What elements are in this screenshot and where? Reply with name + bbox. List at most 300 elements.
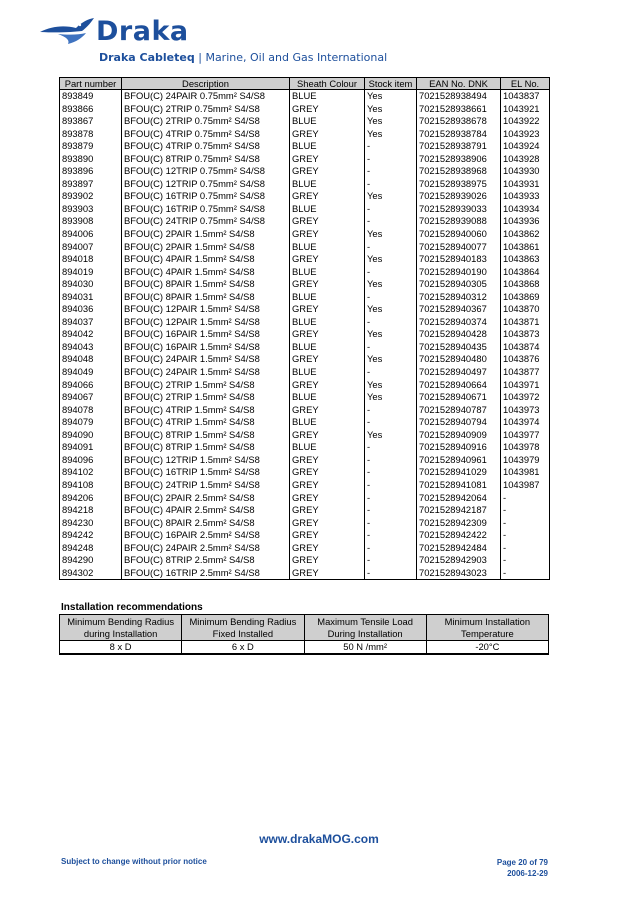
stock-item-cell: - [365,203,417,216]
description-cell: BFOU(C) 12PAIR 1.5mm² S4/S8 [122,303,290,316]
sheath-colour-cell: GREY [290,517,365,530]
ean-cell: 7021528940664 [417,379,501,392]
el-no-cell: 1043973 [501,404,550,417]
stock-item-cell: - [365,542,417,555]
inst-value-tensile-load: 50 N /mm² [304,641,426,655]
part-number-cell: 894090 [60,429,122,442]
ean-cell: 7021528938968 [417,165,501,178]
sheath-colour-cell: GREY [290,529,365,542]
description-cell: BFOU(C) 8TRIP 2.5mm² S4/S8 [122,554,290,567]
col-description: Description [122,78,290,90]
sheath-colour-cell: BLUE [290,291,365,304]
part-number-cell: 893890 [60,153,122,166]
el-no-cell: 1043981 [501,466,550,479]
stock-item-cell: - [365,178,417,191]
ean-cell: 7021528940794 [417,416,501,429]
stock-item-cell: Yes [365,429,417,442]
stock-item-cell: - [365,554,417,567]
part-number-cell: 894248 [60,542,122,555]
change-notice: Subject to change without prior notice [61,857,207,866]
part-number-cell: 893879 [60,140,122,153]
sheath-colour-cell: BLUE [290,266,365,279]
stock-item-cell: Yes [365,103,417,116]
part-number-cell: 893866 [60,103,122,116]
part-number-cell: 893897 [60,178,122,191]
part-number-cell: 894096 [60,454,122,467]
installation-header-row [60,615,549,641]
description-cell: BFOU(C) 16PAIR 1.5mm² S4/S8 [122,341,290,354]
page-info [497,857,548,879]
el-no-cell: - [501,554,550,567]
stock-item-cell: - [365,404,417,417]
stock-item-cell: - [365,165,417,178]
sheath-colour-cell: BLUE [290,178,365,191]
header-line: Minimum Bending Radius [67,616,175,627]
ean-cell: 7021528940428 [417,328,501,341]
stock-item-cell: - [365,441,417,454]
ean-cell: 7021528938906 [417,153,501,166]
table-row [60,228,550,241]
sheath-colour-cell: GREY [290,278,365,291]
description-cell: BFOU(C) 24PAIR 1.5mm² S4/S8 [122,353,290,366]
el-no-cell: 1043928 [501,153,550,166]
el-no-cell: 1043979 [501,454,550,467]
part-number-cell: 894031 [60,291,122,304]
draka-logo [38,14,238,48]
stock-item-cell: - [365,479,417,492]
header-line: during Installation [83,627,158,639]
sheath-colour-cell: GREY [290,379,365,392]
col-ean-no: EAN No. DNK [417,78,501,90]
ean-cell: 7021528940312 [417,291,501,304]
stock-item-cell: - [365,140,417,153]
part-number-cell: 894007 [60,241,122,254]
header-line: Maximum Tensile Load [317,616,413,627]
table-row [60,504,550,517]
subtitle-division: | Marine, Oil and Gas International [194,51,388,64]
table-row [60,266,550,279]
table-row [60,353,550,366]
ean-cell: 7021528940305 [417,278,501,291]
part-number-cell: 893908 [60,215,122,228]
stock-item-cell: - [365,153,417,166]
table-row [60,517,550,530]
ean-cell: 7021528938975 [417,178,501,191]
document-date: 2006-12-29 [507,869,548,878]
sheath-colour-cell: GREY [290,328,365,341]
description-cell: BFOU(C) 16PAIR 1.5mm² S4/S8 [122,328,290,341]
part-number-cell: 894302 [60,567,122,580]
el-no-cell: 1043837 [501,90,550,103]
sheath-colour-cell: GREY [290,128,365,141]
description-cell: BFOU(C) 24TRIP 0.75mm² S4/S8 [122,215,290,228]
el-no-cell: - [501,517,550,530]
stock-item-cell: - [365,215,417,228]
ean-cell: 7021528939033 [417,203,501,216]
ean-cell: 7021528940909 [417,429,501,442]
part-number-cell: 894218 [60,504,122,517]
description-cell: BFOU(C) 4PAIR 2.5mm² S4/S8 [122,504,290,517]
description-cell: BFOU(C) 8PAIR 1.5mm² S4/S8 [122,291,290,304]
sheath-colour-cell: BLUE [290,241,365,254]
description-cell: BFOU(C) 4PAIR 1.5mm² S4/S8 [122,266,290,279]
table-row [60,278,550,291]
ean-cell: 7021528940916 [417,441,501,454]
description-cell: BFOU(C) 16TRIP 2.5mm² S4/S8 [122,567,290,580]
sheath-colour-cell: GREY [290,466,365,479]
stock-item-cell: - [365,291,417,304]
installation-table [59,614,549,655]
stock-item-cell: - [365,504,417,517]
header-line: Temperature [461,627,514,639]
sheath-colour-cell: BLUE [290,90,365,103]
table-row [60,567,550,580]
part-number-cell: 894242 [60,529,122,542]
el-no-cell: 1043924 [501,140,550,153]
sheath-colour-cell: GREY [290,404,365,417]
ean-cell: 7021528942187 [417,504,501,517]
ean-cell: 7021528938678 [417,115,501,128]
sheath-colour-cell: BLUE [290,115,365,128]
sheath-colour-cell: GREY [290,567,365,580]
sheath-colour-cell: GREY [290,479,365,492]
part-number-cell: 894079 [60,416,122,429]
ean-cell: 7021528940480 [417,353,501,366]
inst-header-bending-install [60,615,182,641]
description-cell: BFOU(C) 4PAIR 1.5mm² S4/S8 [122,253,290,266]
parts-table-header [60,78,550,90]
table-row [60,316,550,329]
el-no-cell: 1043861 [501,241,550,254]
ean-cell: 7021528938791 [417,140,501,153]
sheath-colour-cell: GREY [290,492,365,505]
description-cell: BFOU(C) 2PAIR 1.5mm² S4/S8 [122,228,290,241]
inst-value-temperature: -20°C [426,641,548,655]
table-row [60,178,550,191]
part-number-cell: 894108 [60,479,122,492]
description-cell: BFOU(C) 12PAIR 1.5mm² S4/S8 [122,316,290,329]
part-number-cell: 893849 [60,90,122,103]
ean-cell: 7021528942903 [417,554,501,567]
description-cell: BFOU(C) 24PAIR 2.5mm² S4/S8 [122,542,290,555]
sheath-colour-cell: GREY [290,165,365,178]
ean-cell: 7021528938494 [417,90,501,103]
description-cell: BFOU(C) 4TRIP 0.75mm² S4/S8 [122,128,290,141]
stock-item-cell: Yes [365,190,417,203]
description-cell: BFOU(C) 8TRIP 0.75mm² S4/S8 [122,153,290,166]
ean-cell: 7021528940435 [417,341,501,354]
ean-cell: 7021528940374 [417,316,501,329]
ean-cell: 7021528942309 [417,517,501,530]
el-no-cell: 1043931 [501,178,550,191]
part-number-cell: 894067 [60,391,122,404]
ean-cell: 7021528940367 [417,303,501,316]
ean-cell: 7021528938661 [417,103,501,116]
table-row [60,165,550,178]
part-number-cell: 894048 [60,353,122,366]
table-row [60,404,550,417]
header-line: Minimum Bending Radius [189,616,297,627]
parts-table [59,77,550,580]
el-no-cell: 1043864 [501,266,550,279]
table-row [60,554,550,567]
el-no-cell: 1043930 [501,165,550,178]
description-cell: BFOU(C) 24TRIP 1.5mm² S4/S8 [122,479,290,492]
el-no-cell: 1043874 [501,341,550,354]
description-cell: BFOU(C) 8TRIP 1.5mm² S4/S8 [122,429,290,442]
ean-cell: 7021528942422 [417,529,501,542]
sheath-colour-cell: GREY [290,228,365,241]
description-cell: BFOU(C) 16TRIP 1.5mm² S4/S8 [122,466,290,479]
sheath-colour-cell: GREY [290,103,365,116]
ean-cell: 7021528939026 [417,190,501,203]
parts-table-body [60,90,550,580]
el-no-cell: 1043876 [501,353,550,366]
col-sheath-colour: Sheath Colour [290,78,365,90]
part-number-cell: 894091 [60,441,122,454]
sheath-colour-cell: GREY [290,504,365,517]
ean-cell: 7021528941081 [417,479,501,492]
description-cell: BFOU(C) 16TRIP 0.75mm² S4/S8 [122,203,290,216]
inst-value-bending-fixed: 6 x D [182,641,304,655]
stock-item-cell: - [365,316,417,329]
installation-title: Installation recommendations [61,602,203,613]
sheath-colour-cell: GREY [290,215,365,228]
el-no-cell: 1043977 [501,429,550,442]
part-number-cell: 894206 [60,492,122,505]
ean-cell: 7021528941029 [417,466,501,479]
table-row [60,441,550,454]
el-no-cell: - [501,504,550,517]
el-no-cell: 1043863 [501,253,550,266]
table-row [60,429,550,442]
description-cell: BFOU(C) 8PAIR 2.5mm² S4/S8 [122,517,290,530]
ean-cell: 7021528942484 [417,542,501,555]
table-row [60,215,550,228]
ean-cell: 7021528940183 [417,253,501,266]
stock-item-cell: - [365,341,417,354]
sheath-colour-cell: GREY [290,190,365,203]
stock-item-cell: - [365,241,417,254]
sheath-colour-cell: GREY [290,303,365,316]
stock-item-cell: - [365,529,417,542]
table-row [60,492,550,505]
el-no-cell: 1043871 [501,316,550,329]
stock-item-cell: Yes [365,115,417,128]
ean-cell: 7021528940671 [417,391,501,404]
table-row [60,328,550,341]
brand-name: Draka [96,16,189,47]
stock-item-cell: Yes [365,228,417,241]
description-cell: BFOU(C) 8PAIR 1.5mm² S4/S8 [122,278,290,291]
stock-item-cell: Yes [365,303,417,316]
el-no-cell: 1043972 [501,391,550,404]
part-number-cell: 894066 [60,379,122,392]
part-number-cell: 893902 [60,190,122,203]
el-no-cell: 1043923 [501,128,550,141]
part-number-cell: 893903 [60,203,122,216]
inst-header-tensile-load [304,615,426,641]
table-row [60,379,550,392]
part-number-cell: 893878 [60,128,122,141]
table-row [60,416,550,429]
website-link[interactable]: www.drakaMOG.com [259,832,379,846]
sheath-colour-cell: BLUE [290,441,365,454]
inst-header-temperature [426,615,548,641]
el-no-cell: 1043868 [501,278,550,291]
sheath-colour-cell: BLUE [290,203,365,216]
description-cell: BFOU(C) 2PAIR 1.5mm² S4/S8 [122,241,290,254]
subtitle-company: Draka Cableteq [99,51,195,64]
description-cell: BFOU(C) 4TRIP 1.5mm² S4/S8 [122,404,290,417]
description-cell: BFOU(C) 16TRIP 0.75mm² S4/S8 [122,190,290,203]
description-cell: BFOU(C) 8TRIP 1.5mm² S4/S8 [122,441,290,454]
description-cell: BFOU(C) 24PAIR 1.5mm² S4/S8 [122,366,290,379]
sheath-colour-cell: GREY [290,454,365,467]
stock-item-cell: Yes [365,278,417,291]
ean-cell: 7021528939088 [417,215,501,228]
description-cell: BFOU(C) 12TRIP 1.5mm² S4/S8 [122,454,290,467]
stock-item-cell: - [365,567,417,580]
part-number-cell: 894006 [60,228,122,241]
table-row [60,303,550,316]
el-no-cell: 1043921 [501,103,550,116]
el-no-cell: - [501,492,550,505]
table-row [60,366,550,379]
page-number: Page 20 of 79 [496,858,548,867]
part-number-cell: 894018 [60,253,122,266]
el-no-cell: 1043974 [501,416,550,429]
table-row [60,153,550,166]
part-number-cell: 893867 [60,115,122,128]
stock-item-cell: - [365,454,417,467]
sheath-colour-cell: BLUE [290,391,365,404]
table-row [60,391,550,404]
header-line: Minimum Installation [444,616,531,627]
ean-cell: 7021528943023 [417,567,501,580]
stock-item-cell: - [365,517,417,530]
el-no-cell: - [501,567,550,580]
stock-item-cell: - [365,492,417,505]
sheath-colour-cell: GREY [290,153,365,166]
table-row [60,479,550,492]
table-row [60,103,550,116]
part-number-cell: 894078 [60,404,122,417]
stock-item-cell: Yes [365,379,417,392]
table-row [60,253,550,266]
ean-cell: 7021528940190 [417,266,501,279]
table-row [60,542,550,555]
inst-value-bending-install: 8 x D [60,641,182,655]
el-no-cell: 1043936 [501,215,550,228]
description-cell: BFOU(C) 12TRIP 0.75mm² S4/S8 [122,165,290,178]
description-cell: BFOU(C) 2PAIR 2.5mm² S4/S8 [122,492,290,505]
stock-item-cell: Yes [365,391,417,404]
sheath-colour-cell: BLUE [290,316,365,329]
table-row [60,203,550,216]
header-line: During Installation [327,627,403,639]
col-el-no: EL No. [501,78,550,90]
table-row [60,140,550,153]
inst-header-bending-fixed [182,615,304,641]
table-row [60,190,550,203]
el-no-cell: - [501,529,550,542]
installation-values-row [60,641,549,655]
part-number-cell: 894230 [60,517,122,530]
table-row [60,454,550,467]
stock-item-cell: Yes [365,128,417,141]
stock-item-cell: Yes [365,328,417,341]
col-part-number: Part number [60,78,122,90]
bird-logo-icon [38,14,98,48]
ean-cell: 7021528938784 [417,128,501,141]
el-no-cell: 1043922 [501,115,550,128]
ean-cell: 7021528940060 [417,228,501,241]
table-row [60,341,550,354]
el-no-cell: 1043971 [501,379,550,392]
table-row [60,241,550,254]
stock-item-cell: Yes [365,90,417,103]
description-cell: BFOU(C) 2TRIP 1.5mm² S4/S8 [122,379,290,392]
el-no-cell: 1043933 [501,190,550,203]
description-cell: BFOU(C) 16PAIR 2.5mm² S4/S8 [122,529,290,542]
el-no-cell: 1043987 [501,479,550,492]
stock-item-cell: - [365,416,417,429]
part-number-cell: 894049 [60,366,122,379]
part-number-cell: 894042 [60,328,122,341]
el-no-cell: 1043877 [501,366,550,379]
sheath-colour-cell: GREY [290,542,365,555]
ean-cell: 7021528940787 [417,404,501,417]
stock-item-cell: - [365,466,417,479]
description-cell: BFOU(C) 2TRIP 0.75mm² S4/S8 [122,115,290,128]
company-subtitle [99,51,387,64]
stock-item-cell: - [365,366,417,379]
el-no-cell: 1043873 [501,328,550,341]
el-no-cell: 1043869 [501,291,550,304]
description-cell: BFOU(C) 2TRIP 0.75mm² S4/S8 [122,103,290,116]
description-cell: BFOU(C) 4TRIP 1.5mm² S4/S8 [122,416,290,429]
ean-cell: 7021528940077 [417,241,501,254]
stock-item-cell: - [365,266,417,279]
stock-item-cell: Yes [365,253,417,266]
part-number-cell: 893896 [60,165,122,178]
sheath-colour-cell: BLUE [290,341,365,354]
el-no-cell: 1043978 [501,441,550,454]
header-line: Fixed Installed [212,627,274,639]
part-number-cell: 894037 [60,316,122,329]
ean-cell: 7021528940961 [417,454,501,467]
ean-cell: 7021528942064 [417,492,501,505]
table-row [60,115,550,128]
description-cell: BFOU(C) 24PAIR 0.75mm² S4/S8 [122,90,290,103]
part-number-cell: 894102 [60,466,122,479]
table-row [60,128,550,141]
description-cell: BFOU(C) 4TRIP 0.75mm² S4/S8 [122,140,290,153]
stock-item-cell: Yes [365,353,417,366]
description-cell: BFOU(C) 12TRIP 0.75mm² S4/S8 [122,178,290,191]
part-number-cell: 894043 [60,341,122,354]
part-number-cell: 894036 [60,303,122,316]
table-row [60,291,550,304]
table-row [60,90,550,103]
table-row [60,529,550,542]
col-stock-item: Stock item [365,78,417,90]
part-number-cell: 894290 [60,554,122,567]
sheath-colour-cell: GREY [290,253,365,266]
el-no-cell: 1043862 [501,228,550,241]
sheath-colour-cell: BLUE [290,416,365,429]
